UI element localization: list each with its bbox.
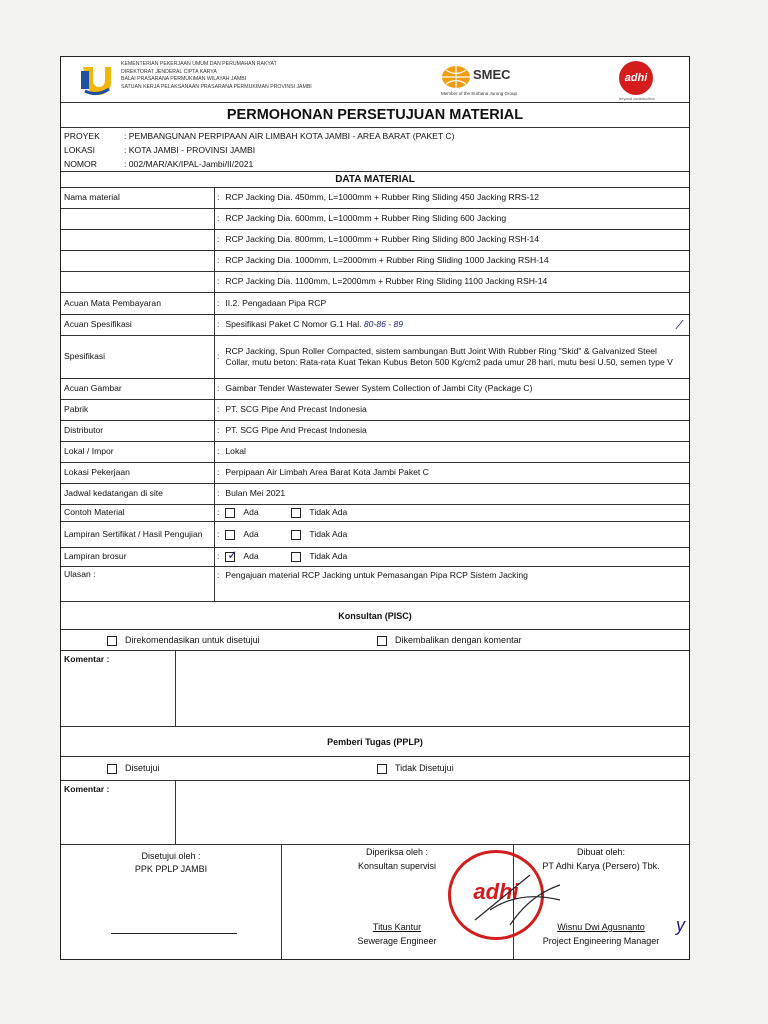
acuan-spesifikasi-value: Spesifikasi Paket C Nomor G.1 Hal. [225, 319, 362, 330]
adhi-logo [619, 61, 653, 95]
material-row: : RCP Jacking Dia. 800mm, L=1000mm + Rubber Ring Sliding 800 Jacking RSH-14 [61, 230, 689, 251]
lokal-impor-row: Lokal / Impor : Lokal [61, 442, 689, 463]
diperiksa-oleh: Diperiksa oleh : [365, 847, 429, 857]
acuan-gambar-label: Acuan Gambar [64, 383, 122, 394]
contoh-material-label: Contoh Material [64, 507, 125, 518]
lokasi-pekerjaan-label: Lokasi Pekerjaan [64, 467, 130, 478]
adhi-tagline: beyond construction [619, 96, 655, 101]
material-row: : RCP Jacking Dia. 600mm, L=1000mm + Rubber Ring Sliding 600 Jacking [61, 209, 689, 230]
lokasi-pekerjaan-value: Perpipaan Air Limbah Area Barat Kota Jambi Paket C [225, 467, 429, 478]
signature-block [61, 845, 689, 959]
material-row: : RCP Jacking Dia. 1000mm, L=2000mm + Rubber Ring Sliding 1000 Jacking RSH-14 [61, 251, 689, 272]
pabrik-label: Pabrik [64, 404, 89, 415]
pemberi-tugas-komentar-field[interactable] [176, 781, 689, 844]
kontraktor-role: Project Engineering Manager [542, 936, 660, 946]
acuan-mata-pembayaran-label: Acuan Mata Pembayaran [64, 297, 161, 308]
lokasi-pekerjaan-row: Lokasi Pekerjaan : Perpipaan Air Limbah Area Barat Kota Jambi Paket C [61, 463, 689, 484]
agency-line: KEMENTERIAN PEKERJAAN UMUM DAN PERUMAHAN RAKYAT [121, 61, 277, 67]
disetujui-label: Disetujui [125, 763, 160, 773]
acuan-spesifikasi-row: Acuan Spesifikasi : Spesifikasi Paket C Nomor G.1 Hal. 80-86 - 89 ⁄ [61, 315, 689, 336]
acuan-spesifikasi-label: Acuan Spesifikasi [64, 319, 132, 330]
komentar-label: Komentar : [64, 654, 110, 664]
material-value: RCP Jacking Dia. 450mm, L=1000mm + Rubber Ring Sliding 450 Jacking RRS-12 [225, 192, 540, 203]
tidak-ada-label: Tidak Ada [309, 507, 348, 518]
proyek-value: : PEMBANGUNAN PERPIPAAN AIR LIMBAH KOTA JAMBI - AREA BARAT (PAKET C) [124, 131, 455, 141]
smec-globe-icon [441, 65, 471, 89]
form-title: PERMOHONAN PERSETUJUAN MATERIAL [61, 103, 689, 128]
pabrik-row: Pabrik : PT. SCG Pipe And Precast Indonesia [61, 400, 689, 421]
contoh-tidak-ada-checkbox[interactable] [291, 508, 301, 518]
konsultan-komentar-field[interactable] [176, 651, 689, 726]
distributor-label: Distributor [64, 425, 104, 436]
konsultan-role: Sewerage Engineer [357, 936, 437, 946]
tidak-disetujui-checkbox[interactable] [377, 764, 387, 774]
spesifikasi-row: Spesifikasi : RCP Jacking, Spun Roller Compacted, sistem sambungan Butt Joint With Rubber Ring "Skid" & Galvanized Steel Collar, mutu beton: Rata-rata Kuat Tekan Kubus Beton 500 Kg/cm2 pada umur 28 hari, mutu besi U.50, semen type V [61, 336, 689, 379]
material-value: RCP Jacking Dia. 600mm, L=1000mm + Rubber Ring Sliding 600 Jacking [225, 213, 507, 224]
contoh-ada-checkbox[interactable] [225, 508, 235, 518]
material-row: Nama material : RCP Jacking Dia. 450mm, L=1000mm + Rubber Ring Sliding 450 Jacking RRS-12 [61, 188, 689, 209]
form-header [61, 57, 689, 103]
lokal-impor-label: Lokal / Impor [64, 446, 114, 457]
lampiran-brosur-row: Lampiran brosur : ✓ Ada Tidak Ada [61, 548, 689, 567]
konsultan-komentar-row [61, 651, 689, 727]
smec-name: SMEC [473, 67, 511, 82]
pemberi-tugas-title: Pemberi Tugas (PPLP) [61, 727, 689, 757]
ppk-signature-line [111, 933, 237, 934]
tidak-ada-label: Tidak Ada [309, 551, 348, 562]
agency-line: DIREKTORAT JENDERAL CIPTA KARYA [121, 68, 217, 75]
lampiran-brosur-label: Lampiran brosur [64, 551, 127, 562]
jadwal-label: Jadwal kedatangan di site [64, 488, 163, 499]
direkomendasikan-checkbox[interactable] [107, 636, 117, 646]
agency-line: SATUAN KERJA PELAKSANAAN PRASARANA PERMUKIMAN PROVINSI JAMBI [121, 83, 312, 90]
ulasan-label: Ulasan : [64, 569, 96, 579]
jadwal-row: Jadwal kedatangan di site : Bulan Mei 2021 [61, 484, 689, 505]
kontraktor-name: Wisnu Dwi Agusnanto [557, 922, 645, 932]
ada-label: Ada [243, 528, 259, 539]
konsultan-title: Konsultan (PISC) [61, 602, 689, 630]
agency-line: BALAI PRASARANA PERMUKIMAN WILAYAH JAMBI [121, 76, 247, 82]
material-value: RCP Jacking Dia. 800mm, L=1000mm + Rubber Ring Sliding 800 Jacking RSH-14 [225, 234, 540, 245]
direkomendasikan-label: Direkomendasikan untuk disetujui [125, 635, 260, 645]
dikembalikan-label: Dikembalikan dengan komentar [395, 635, 522, 645]
brosur-tidak-ada-checkbox[interactable] [291, 552, 301, 562]
komentar-label: Komentar : [64, 784, 110, 794]
spesifikasi-label: Spesifikasi [64, 351, 106, 362]
dikembalikan-checkbox[interactable] [377, 636, 387, 646]
ada-label: Ada [243, 551, 259, 562]
acuan-mata-pembayaran-value: II.2. Pengadaan Pipa RCP [225, 297, 327, 308]
kontraktor-org: PT Adhi Karya (Persero) Tbk. [542, 861, 660, 871]
pemberi-tugas-options [61, 757, 689, 781]
lampiran-sertifikat-label: Lampiran Sertifikat / Hasil Pengujian [64, 528, 203, 539]
ulasan-row: Ulasan : : Pengajuan material RCP Jacking untuk Pemasangan Pipa RCP Sistem Jacking [61, 567, 689, 602]
lokal-impor-value: Lokal [225, 446, 246, 457]
lokasi-value: : KOTA JAMBI - PROVINSI JAMBI [124, 145, 256, 155]
ppk-org: PPK PPLP JAMBI [134, 864, 208, 874]
ulasan-value: Pengajuan material RCP Jacking untuk Pemasangan Pipa RCP Sistem Jacking [225, 570, 528, 580]
project-info [61, 128, 689, 172]
nama-material-label: Nama material [64, 192, 120, 203]
konsultan-name: Titus Kantur [372, 922, 422, 932]
lampiran-sertifikat-row: Lampiran Sertifikat / Hasil Pengujian : Ada Tidak Ada [61, 522, 689, 548]
material-value: RCP Jacking Dia. 1000mm, L=2000mm + Rubber Ring Sliding 1000 Jacking RSH-14 [225, 255, 549, 266]
jadwal-value: Bulan Mei 2021 [225, 488, 286, 499]
pabrik-value: PT. SCG Pipe And Precast Indonesia [225, 404, 367, 415]
nomor-label: NOMOR [64, 159, 97, 169]
distributor-row: Distributor : PT. SCG Pipe And Precast Indonesia [61, 421, 689, 442]
tidak-disetujui-label: Tidak Disetujui [395, 763, 454, 773]
lokasi-label: LOKASI [64, 145, 96, 155]
disetujui-checkbox[interactable] [107, 764, 117, 774]
proyek-label: PROYEK [64, 131, 100, 141]
acuan-gambar-value: Gambar Tender Wastewater Sewer System Collection of Jambi City (Package C) [225, 383, 533, 394]
data-material-title: DATA MATERIAL [61, 172, 689, 188]
paraf-mark: ⁄ [678, 317, 681, 332]
signature-scribble-icon [470, 870, 590, 930]
material-row: : RCP Jacking Dia. 1100mm, L=2000mm + Rubber Ring Sliding 1100 Jacking RSH-14 [61, 272, 689, 293]
stamp-logo-text: adhi [473, 879, 519, 904]
pu-logo-icon [79, 63, 113, 97]
handwritten-pages: 80-86 - 89 [363, 319, 404, 330]
paraf-signature: y [676, 915, 685, 935]
acuan-gambar-row: Acuan Gambar : Gambar Tender Wastewater Sewer System Collection of Jambi City (Package C) [61, 379, 689, 400]
contoh-material-row: Contoh Material : Ada Tidak Ada [61, 505, 689, 522]
sertifikat-ada-checkbox[interactable] [225, 530, 235, 540]
distributor-value: PT. SCG Pipe And Precast Indonesia [225, 425, 367, 436]
signature-col-ppk [61, 845, 282, 959]
spesifikasi-value: RCP Jacking, Spun Roller Compacted, sistem sambungan Butt Joint With Rubber Ring "Skid" & Galvanized Steel Collar, mutu beton: Rata-rata Kuat Tekan Kubus Beton 500 Kg/cm2 pada umur 28 hari, mutu besi U.50, semen type V [225, 345, 673, 367]
smec-tagline: Member of the Surbana Jurong Group [441, 91, 518, 96]
ada-label: Ada [243, 507, 259, 518]
material-value: RCP Jacking Dia. 1100mm, L=2000mm + Rubber Ring Sliding 1100 Jacking RSH-14 [225, 276, 548, 287]
brosur-ada-checkbox[interactable] [225, 552, 235, 562]
konsultan-org: Konsultan supervisi [357, 861, 437, 871]
disetujui-oleh: Disetujui oleh : [141, 851, 201, 861]
nomor-value: : 002/MAR/AK/IPAL-Jambi/II/2021 [124, 159, 254, 169]
adhi-logo-text: adhi [624, 72, 648, 84]
pemberi-tugas-komentar-row [61, 781, 689, 845]
sertifikat-tidak-ada-checkbox[interactable] [291, 530, 301, 540]
tidak-ada-label: Tidak Ada [309, 528, 348, 539]
dibuat-oleh: Dibuat oleh: [576, 847, 626, 857]
material-approval-form [60, 56, 690, 960]
konsultan-options [61, 630, 689, 651]
acuan-mata-pembayaran-row: Acuan Mata Pembayaran : II.2. Pengadaan Pipa RCP [61, 293, 689, 315]
